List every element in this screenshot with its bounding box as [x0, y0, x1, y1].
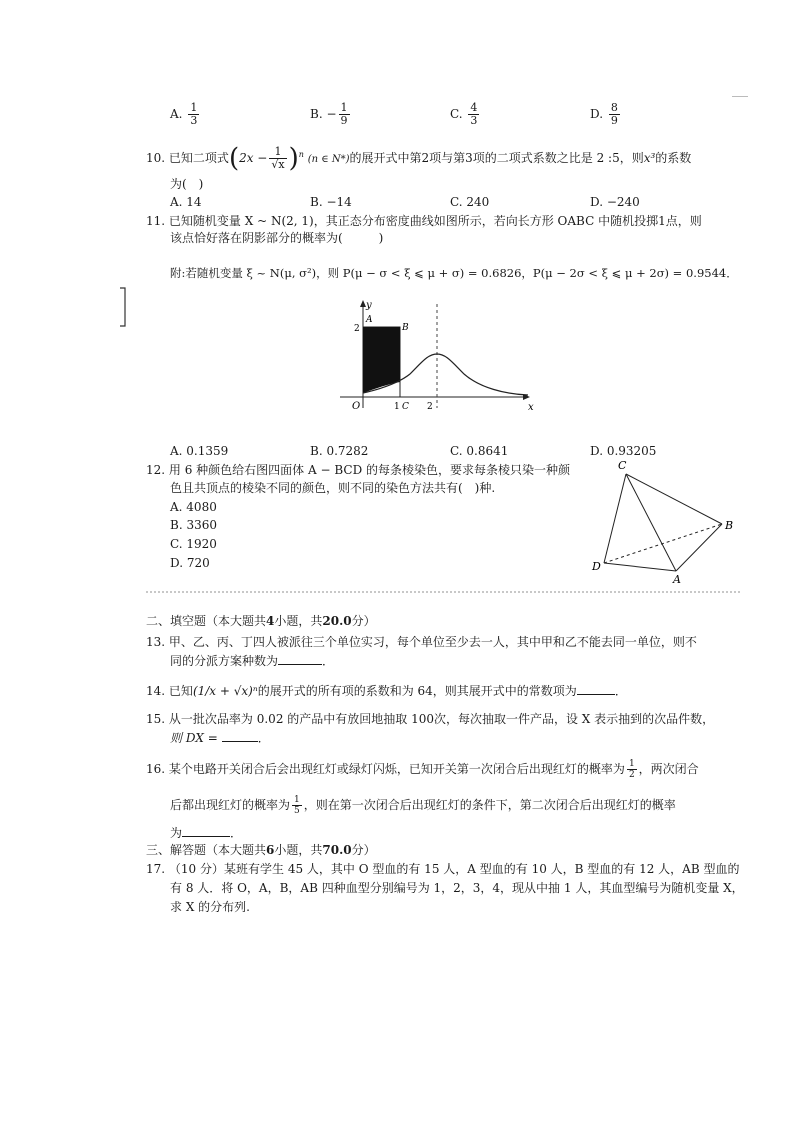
q9-option-b — [310, 102, 352, 127]
q14-line — [146, 682, 627, 699]
numerator: 1 — [190, 101, 198, 114]
option-label: C. — [450, 107, 463, 121]
q17-line1 — [146, 861, 739, 877]
label-x-1: 1 — [394, 402, 400, 412]
vertex-a-label: A — [673, 573, 681, 586]
q11-option-a: A. 0.1359 — [170, 444, 229, 458]
question-number: 10. — [146, 151, 166, 165]
q13-line1 — [146, 634, 697, 650]
fraction — [339, 102, 350, 127]
section-title: 三、解答题（本大题共 — [146, 843, 267, 857]
option-label: B. — [310, 107, 323, 121]
denominator: 9 — [610, 114, 618, 127]
paren-right: ) — [288, 143, 299, 174]
edge-ab — [676, 524, 722, 571]
denominator: 9 — [340, 114, 348, 127]
q11-line2: 该点恰好落在阴影部分的概率为( ) — [170, 231, 384, 245]
denominator: √x — [271, 158, 285, 171]
question-number: 16. — [146, 762, 166, 776]
period: ． — [322, 654, 335, 668]
numerator: 4 — [470, 101, 478, 114]
label-o: O — [352, 401, 361, 412]
q12-line1 — [146, 462, 570, 478]
section-count: 6 — [266, 843, 275, 857]
question-number: 12. — [146, 463, 166, 477]
period: ． — [230, 826, 243, 840]
option-label: D. — [590, 107, 604, 121]
q13-line2 — [170, 652, 334, 669]
q16-line2 — [170, 795, 676, 816]
q12-option-c: C. 1920 — [170, 537, 217, 551]
label-y-2: 2 — [354, 324, 360, 334]
fraction — [188, 102, 199, 127]
denominator: 3 — [190, 114, 198, 127]
vertex-d-label: D — [592, 560, 601, 573]
q13-text: 甲、乙、丙、丁四人被派往三个单位实习，每个单位至少去一人，其中甲和乙不能去同一单位，则不 — [168, 635, 697, 649]
q14-text: 已知 — [168, 684, 193, 698]
section-title: 二、填空题（本大题共 — [146, 614, 267, 628]
q9-option-d — [590, 102, 622, 127]
q10-line1 — [146, 143, 692, 174]
question-number: 15. — [146, 712, 166, 726]
q11-option-c: C. 0.8641 — [450, 444, 509, 458]
q16-text-2-end: ，则在第一次闭合后出现红灯的条件下，第二次闭合后出现红灯的概率 — [303, 798, 676, 812]
q10-text-3: 的系数 — [655, 151, 692, 165]
answer-blank — [222, 729, 258, 742]
label-y: y — [366, 300, 372, 311]
numerator: 1 — [340, 101, 348, 114]
q16-text-2: 后都出现红灯的概率为 — [170, 798, 291, 812]
option-label: A. — [170, 107, 183, 121]
q16-text-end: ，两次闭合 — [638, 762, 699, 776]
question-number: 17. — [146, 862, 166, 876]
q16-line1 — [146, 759, 699, 780]
q10-expr: 2x − — [239, 151, 268, 165]
normal-curve-figure — [330, 296, 540, 416]
q10-option-b: B. −14 — [310, 195, 352, 209]
q14-expr: (1/x + √x)ⁿ — [192, 684, 258, 698]
exponent: n — [298, 150, 304, 159]
fraction — [269, 146, 286, 171]
section-3-header — [146, 841, 376, 858]
edge-cd — [604, 474, 626, 563]
q10-condition: (n ∈ N*) — [307, 154, 350, 165]
section-count: 4 — [266, 614, 275, 628]
edge-da — [604, 563, 676, 571]
section-end: 分） — [351, 843, 376, 857]
q15-text: 从一批次品率为 0.02 的产品中有放回地抽取 100次，每次抽取一件产品，设 X 表示抽到的次品件数， — [168, 712, 715, 726]
q15-line2 — [170, 729, 270, 746]
q10-line2: 为( ) — [170, 177, 204, 191]
numerator: 8 — [610, 101, 618, 114]
section-divider — [146, 591, 740, 593]
tetrahedron-figure — [588, 456, 744, 586]
question-number: 13. — [146, 635, 166, 649]
period: ． — [257, 731, 270, 745]
section-mid: 小题，共 — [274, 614, 323, 628]
answer-blank — [577, 682, 615, 695]
label-x-2: 2 — [427, 402, 433, 412]
numerator: 1 — [628, 759, 635, 769]
q10-text: 已知二项式 — [168, 151, 229, 165]
edge-cb — [626, 474, 722, 524]
q10-option-a: A. 14 — [170, 195, 202, 209]
fraction — [627, 759, 637, 780]
q9-option-a — [170, 102, 201, 127]
label-b: B — [402, 323, 409, 333]
answer-blank — [182, 824, 230, 837]
vertex-c-label: C — [618, 459, 627, 472]
numerator: 1 — [269, 146, 286, 159]
question-number: 14. — [146, 684, 166, 698]
question-number: 11. — [146, 214, 166, 228]
period: ． — [614, 684, 627, 698]
q13-text-2: 同的分派方案种数为 — [170, 654, 279, 668]
numerator: 1 — [294, 795, 300, 805]
minus-sign: − — [326, 107, 337, 121]
q12-option-a: A. 4080 — [170, 500, 217, 514]
q16-text: 某个电路开关闭合后会出现红灯或绿灯闪烁，已知开关第一次闭合后出现红灯的概率为 — [168, 762, 625, 776]
denominator: 3 — [470, 114, 478, 127]
fraction — [292, 795, 302, 816]
q17-text: （10 分）某班有学生 45 人，其中 O 型血的有 15 人，A 型血的有 10 人，B 型血的有 12 人，AB 型血的 — [168, 862, 740, 876]
q11-option-d: D. 0.93205 — [590, 444, 657, 458]
label-c: C — [402, 402, 409, 412]
q17-line3: 求 X 的分布列. — [170, 900, 250, 914]
q12-option-d: D. 720 — [170, 556, 210, 570]
q9-option-c — [450, 102, 481, 127]
q10-term: x³ — [643, 151, 656, 165]
paren-left: ( — [228, 143, 240, 174]
label-a: A — [366, 315, 373, 325]
section-2-header — [146, 612, 376, 629]
q17-line2: 有 8 人．将 O，A，B，AB 四种血型分别编号为 1，2，3，4，现从中抽 1 人，其血型编号为随机变量 X， — [170, 881, 744, 895]
q11-note: 附:若随机变量 ξ ~ N(μ, σ²)，则 P(μ − σ < ξ ⩽ μ + σ) = 0.6826，P(μ − 2σ < ξ ⩽ μ + 2σ) = 0.9544． — [170, 266, 738, 280]
q14-text-2: 的展开式的所有项的系数和为 64，则其展开式中的常数项为 — [257, 684, 577, 698]
q12-text: 用 6 种颜色给右图四面体 A − BCD 的每条棱染色，要求每条棱只染一种颜 — [168, 463, 571, 477]
q12-line2: 色且共顶点的棱染不同的颜色，则不同的染色方法共有( )种. — [170, 481, 496, 495]
fraction — [468, 102, 479, 127]
section-score: 20.0 — [322, 614, 352, 628]
denominator: 2 — [628, 770, 635, 780]
q11-option-b: B. 0.7282 — [310, 444, 369, 458]
vertex-b-label: B — [725, 519, 734, 532]
q11-text: 已知随机变量 X ~ N(2, 1)，其正态分布密度曲线如图所示，若向长方形 OABC 中随机投掷1点，则 — [168, 214, 702, 228]
q11-line1 — [146, 213, 702, 229]
section-end: 分） — [351, 614, 376, 628]
fraction — [609, 102, 620, 127]
corner-mark — [732, 96, 748, 97]
edge-ca — [626, 474, 676, 571]
answer-blank — [278, 652, 322, 665]
q10-option-c: C. 240 — [450, 195, 490, 209]
margin-bracket — [118, 287, 128, 327]
q15-line1 — [146, 711, 714, 727]
edge-db-hidden — [604, 524, 722, 563]
q10-option-d: D. −240 — [590, 195, 640, 209]
section-score: 70.0 — [322, 843, 352, 857]
denominator: 5 — [294, 806, 300, 816]
q16-text-3: 为 — [170, 826, 183, 840]
q12-option-b: B. 3360 — [170, 518, 217, 532]
q10-text-2: 的展开式中第2项与第3项的二项式系数之比是 2 :5，则 — [349, 151, 644, 165]
q16-line3 — [170, 824, 242, 841]
label-x: x — [528, 402, 534, 413]
section-mid: 小题，共 — [274, 843, 323, 857]
q15-text-2: 则 DX = — [170, 731, 218, 745]
